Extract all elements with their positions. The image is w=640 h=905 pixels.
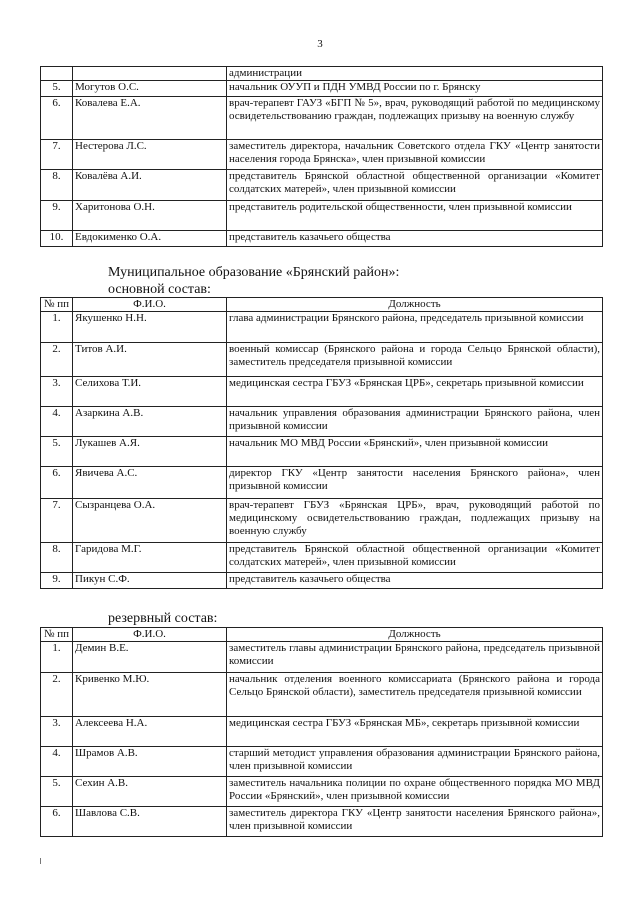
row-position: заместитель директора ГКУ «Центр занятости населения Брянского района», член призывной комиссии xyxy=(227,807,603,837)
table-row xyxy=(41,231,603,247)
row-position: представитель родительской общественности, член призывной комиссии xyxy=(227,201,603,231)
row-name: Якушенко Н.Н. xyxy=(73,312,227,343)
header-num: № пп xyxy=(41,628,73,642)
row-num: 2. xyxy=(41,343,73,377)
row-num: 9. xyxy=(41,573,73,589)
row-num: 6. xyxy=(41,97,73,140)
margin-mark xyxy=(40,858,51,864)
section-title-main-composition: основной состав: xyxy=(108,282,211,297)
row-num: 10. xyxy=(41,231,73,247)
row-num: 6. xyxy=(41,467,73,499)
row-position: представитель казачьего общества xyxy=(227,573,603,589)
row-position: начальник отделения военного комиссариата (Брянского района и города Сельцо Брянской области), заместитель председателя призывной комиссии xyxy=(227,673,603,717)
row-name xyxy=(73,67,227,81)
header-name: Ф.И.О. xyxy=(73,628,227,642)
row-name: Демин В.Е. xyxy=(73,642,227,673)
row-num: 4. xyxy=(41,407,73,437)
row-name: Селихова Т.И. xyxy=(73,377,227,407)
row-name: Могутов О.С. xyxy=(73,81,227,97)
section-title-municipality: Муниципальное образование «Брянский район»: xyxy=(108,265,400,280)
table-header-row xyxy=(41,298,603,312)
table-row xyxy=(41,747,603,777)
table-row xyxy=(41,717,603,747)
row-position: глава администрации Брянского района, председатель призывной комиссии xyxy=(227,312,603,343)
row-num: 1. xyxy=(41,642,73,673)
row-name: Кривенко М.Ю. xyxy=(73,673,227,717)
row-name: Ковалёва А.И. xyxy=(73,170,227,201)
row-position: заместитель начальника полиции по охране общественного порядка МО МВД России «Брянский», член призывной комиссии xyxy=(227,777,603,807)
row-num: 1. xyxy=(41,312,73,343)
row-name: Сызранцева О.А. xyxy=(73,499,227,543)
page-number: 3 xyxy=(317,38,323,50)
table-row xyxy=(41,201,603,231)
row-num: 5. xyxy=(41,777,73,807)
row-num: 6. xyxy=(41,807,73,837)
table-row xyxy=(41,499,603,543)
row-position: представитель казачьего общества xyxy=(227,231,603,247)
row-position: начальник МО МВД России «Брянский», член призывной комиссии xyxy=(227,437,603,467)
row-position: медицинская сестра ГБУЗ «Брянская ЦРБ», секретарь призывной комиссии xyxy=(227,377,603,407)
row-position: представитель Брянской областной общественной организации «Комитет солдатских матерей», член призывной комиссии xyxy=(227,543,603,573)
row-name: Харитонова О.Н. xyxy=(73,201,227,231)
row-num: 8. xyxy=(41,543,73,573)
table-row xyxy=(41,777,603,807)
row-num xyxy=(41,67,73,81)
row-name: Шрамов А.В. xyxy=(73,747,227,777)
row-position: врач-терапевт ГБУЗ «Брянская ЦРБ», врач, руководящий работой по медицинскому освидетельствованию граждан, подлежащих призыву на военную службу xyxy=(227,499,603,543)
row-position: военный комиссар (Брянского района и города Сельцо Брянской области), заместитель председателя призывной комиссии xyxy=(227,343,603,377)
table-row xyxy=(41,673,603,717)
header-num: № пп xyxy=(41,298,73,312)
row-position: медицинская сестра ГБУЗ «Брянская МБ», секретарь призывной комиссии xyxy=(227,717,603,747)
table-row xyxy=(41,377,603,407)
section-title-reserve-composition: резервный состав: xyxy=(108,611,218,626)
row-position: начальник управления образования администрации Брянского района, член призывной комиссии xyxy=(227,407,603,437)
header-position: Должность xyxy=(227,628,603,642)
table-row xyxy=(41,467,603,499)
table-row xyxy=(41,140,603,170)
table-row xyxy=(41,81,603,97)
row-position: администрации xyxy=(227,67,603,81)
row-num: 2. xyxy=(41,673,73,717)
table-row xyxy=(41,343,603,377)
row-name: Нестерова Л.С. xyxy=(73,140,227,170)
table-row xyxy=(41,312,603,343)
row-position: директор ГКУ «Центр занятости населения Брянского района», член призывной комиссии xyxy=(227,467,603,499)
row-name: Явичева А.С. xyxy=(73,467,227,499)
table-row xyxy=(41,543,603,573)
row-name: Ковалева Е.А. xyxy=(73,97,227,140)
row-num: 8. xyxy=(41,170,73,201)
row-num: 5. xyxy=(41,81,73,97)
row-position: начальник ОУУП и ПДН УМВД России по г. Брянску xyxy=(227,81,603,97)
row-name: Сехин А.В. xyxy=(73,777,227,807)
row-num: 4. xyxy=(41,747,73,777)
row-num: 9. xyxy=(41,201,73,231)
header-position: Должность xyxy=(227,298,603,312)
row-name: Евдокименко О.А. xyxy=(73,231,227,247)
row-position: заместитель директора, начальник Советского отдела ГКУ «Центр занятости населения города Брянска», член призывной комиссии xyxy=(227,140,603,170)
row-position: старший методист управления образования администрации Брянского района, член призывной комиссии xyxy=(227,747,603,777)
row-name: Шавлова С.В. xyxy=(73,807,227,837)
row-name: Азаркина А.В. xyxy=(73,407,227,437)
table-row xyxy=(41,170,603,201)
table-row xyxy=(41,807,603,837)
table-row xyxy=(41,97,603,140)
row-position: врач-терапевт ГАУЗ «БГП № 5», врач, руководящий работой по медицинскому освидетельствованию граждан, подлежащих призыву на военную службу xyxy=(227,97,603,140)
table-header-row xyxy=(41,628,603,642)
table-continuation xyxy=(40,66,603,247)
row-num: 7. xyxy=(41,499,73,543)
row-position: представитель Брянской областной общественной организации «Комитет солдатских матерей», член призывной комиссии xyxy=(227,170,603,201)
table-row xyxy=(41,573,603,589)
row-name: Алексеева Н.А. xyxy=(73,717,227,747)
row-num: 3. xyxy=(41,377,73,407)
table-reserve-composition xyxy=(40,627,603,837)
row-num: 3. xyxy=(41,717,73,747)
table-main-composition xyxy=(40,297,603,589)
row-name: Лукашев А.Я. xyxy=(73,437,227,467)
row-num: 5. xyxy=(41,437,73,467)
table-row xyxy=(41,407,603,437)
row-name: Пикун С.Ф. xyxy=(73,573,227,589)
row-name: Титов А.И. xyxy=(73,343,227,377)
table-row xyxy=(41,67,603,81)
table-row xyxy=(41,642,603,673)
header-name: Ф.И.О. xyxy=(73,298,227,312)
row-position: заместитель главы администрации Брянского района, председатель призывной комиссии xyxy=(227,642,603,673)
row-num: 7. xyxy=(41,140,73,170)
table-row xyxy=(41,437,603,467)
row-name: Гаридова М.Г. xyxy=(73,543,227,573)
